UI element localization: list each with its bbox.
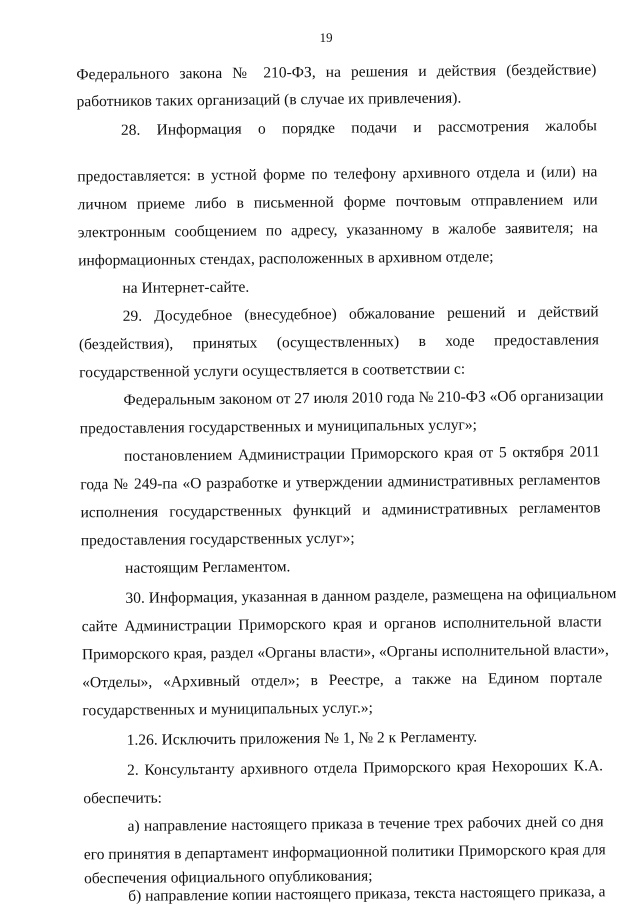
text-line: Федеральным законом от 27 июля 2010 года № 210-ФЗ «Об организации — [123, 387, 604, 409]
text-line: обеспечить: — [83, 789, 163, 808]
text-line: его принятия в департамент информационной политики Приморского края для — [83, 841, 606, 864]
text-line: Федерального закона № 210-ФЗ, на решения и действия (бездействие) — [76, 61, 597, 84]
text-line: «Отделы», «Архивный отдел»; в Реестре, а также на Едином портале — [82, 669, 603, 692]
text-line: на Интернет-сайте. — [122, 278, 250, 297]
text-line: 29. Досудебное (внесудебное) обжалование решений и действий — [122, 303, 599, 325]
text-line: (бездействия), принятых (осуществленных) в ходе предоставления — [78, 331, 600, 354]
text-line: предоставляется: в устной форме по телефону архивного отдела и (или) на — [77, 163, 598, 186]
text-line: обеспечения официального опубликования; — [84, 867, 373, 888]
text-line: 30. Информация, указанная в данном разделе, размещена на официальном — [125, 585, 617, 607]
text-line: предоставления государственных и муниципальных услуг»; — [79, 416, 477, 438]
text-line: электронным сообщением по адресу, указанному в жалобе заявителя; на — [77, 219, 598, 242]
text-line: а) направление настоящего приказа в течение трех рабочих дней со дня — [127, 813, 604, 835]
text-line: предоставления государственных услуг»; — [80, 529, 355, 550]
text-line: 1.26. Исключить приложения № 1, № 2 к Регламенту. — [126, 728, 478, 749]
text-line: б) направление копии настоящего приказа, текста настоящего приказа, а — [128, 883, 606, 905]
text-line: исполнения государственных функций и административных регламентов — [80, 499, 601, 522]
text-line: постановлением Администрации Приморского края от 5 октября 2011 — [123, 443, 601, 465]
text-line: личном приеме либо в письменной форме почтовым отправлением или — [77, 191, 598, 214]
text-line: работников таких организаций (в случае их привлечения). — [76, 89, 462, 111]
text-line: 2. Консультанту архивного отдела Приморского края Нехороших К.А. — [126, 757, 604, 779]
text-line: года № 249-па «О разработке и утверждении административных регламентов — [80, 471, 601, 494]
text-line: информационных стендах, расположенных в архивном отделе; — [78, 248, 494, 270]
page-number: 19 — [319, 29, 333, 45]
text-line: 28. Информация о порядке подачи и рассмотрения жалобы — [120, 117, 597, 139]
text-line: настоящим Регламентом. — [125, 558, 291, 577]
text-line: государственных и муниципальных услуг.»; — [82, 699, 374, 720]
text-line: Приморского края, раздел «Органы власти», «Органы исполнительной власти», — [81, 641, 609, 664]
text-line: государственной услуги осуществляется в соответствии с: — [79, 360, 466, 382]
text-line: сайте Администрации Приморского края и органов исполнительной власти — [81, 613, 602, 636]
